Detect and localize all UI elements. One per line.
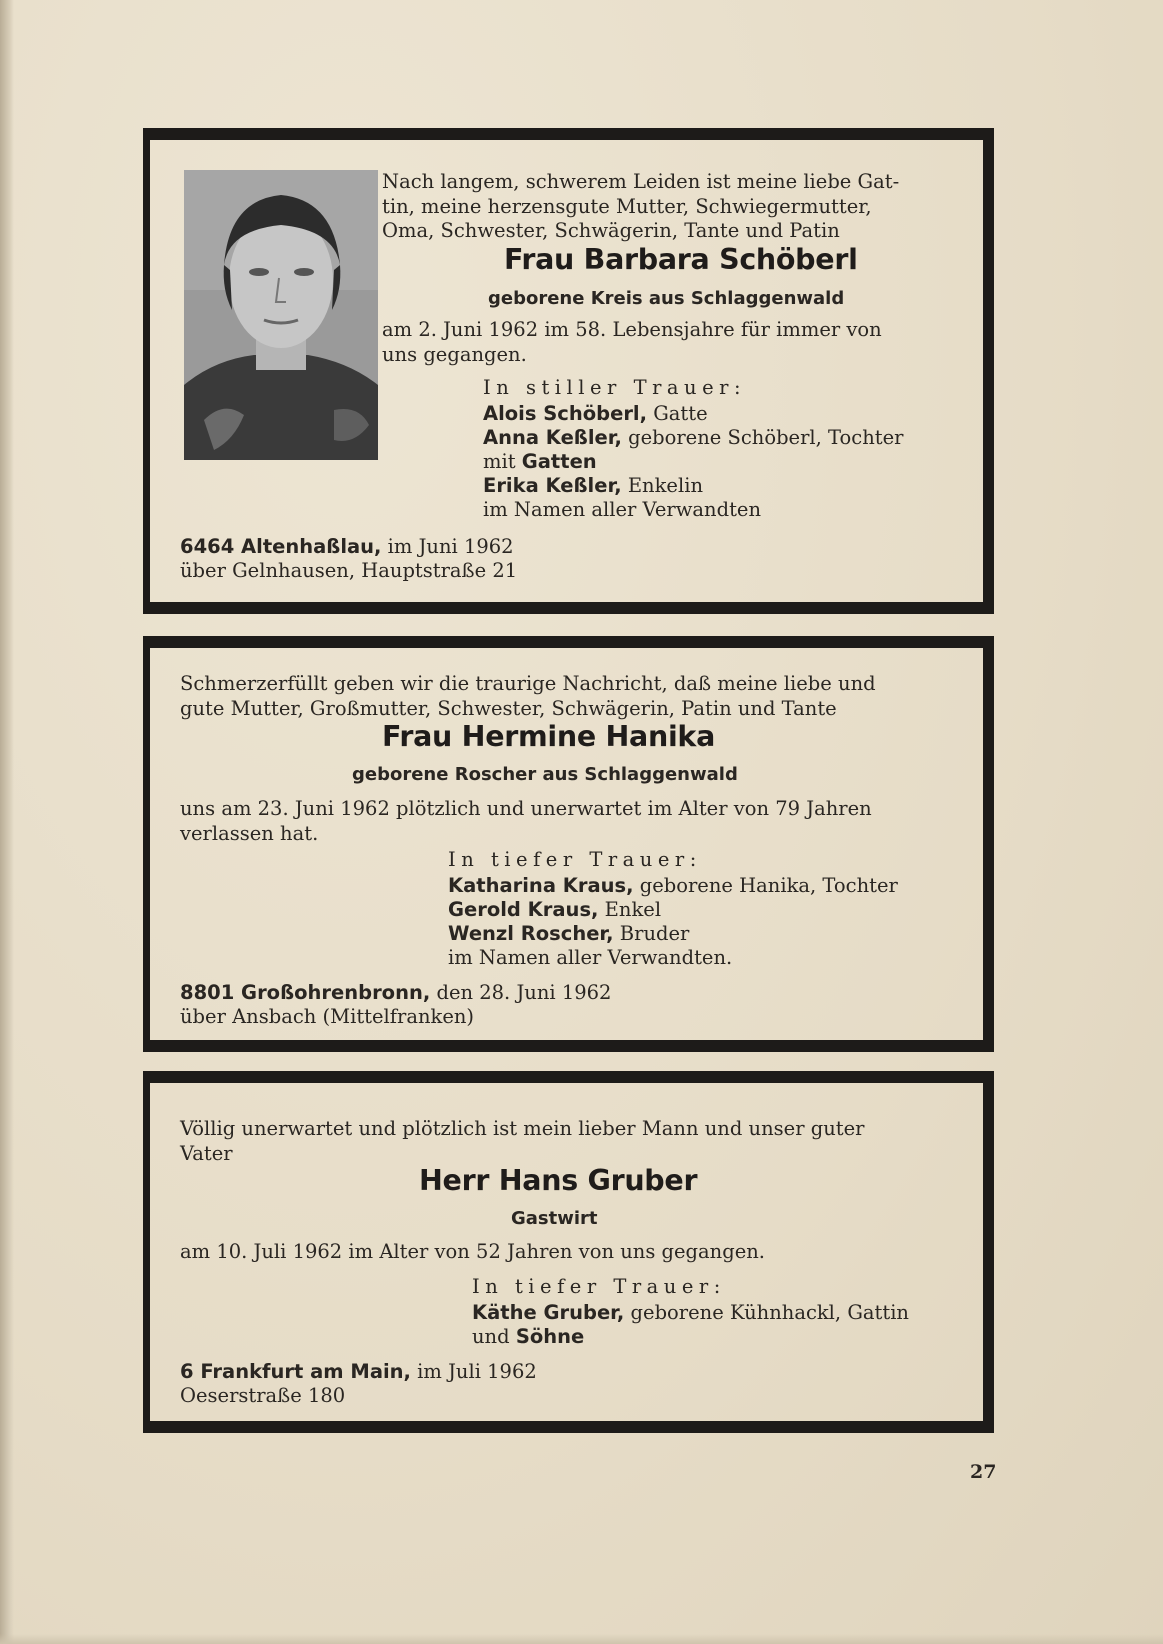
mourner-name: Anna Keßler, bbox=[483, 426, 622, 449]
intro-line: Schmerzerfüllt geben wir die traurige Nachricht, daß meine liebe und bbox=[180, 672, 876, 695]
address-place: 8801 Großohrenbronn, bbox=[180, 981, 431, 1004]
death-statement bbox=[180, 1240, 980, 1265]
address-line bbox=[180, 559, 517, 583]
book-spine-shadow bbox=[0, 0, 14, 1644]
intro-line: Nach langem, schwerem Leiden ist meine liebe Gat- bbox=[382, 170, 900, 193]
obituary-notice-schoeberl bbox=[143, 128, 994, 614]
death-line: am 2. Juni 1962 im 58. Lebensjahre für immer von bbox=[382, 318, 882, 341]
mourner-line bbox=[448, 946, 732, 970]
address-line bbox=[180, 535, 514, 559]
intro-line: gute Mutter, Großmutter, Schwester, Schwägerin, Patin und Tante bbox=[180, 696, 837, 720]
mourner-relation: mit bbox=[483, 450, 522, 473]
address-place: 6 Frankfurt am Main, bbox=[180, 1360, 411, 1383]
mourning-header: In tiefer Trauer: bbox=[472, 1275, 726, 1298]
mourner-relation: im Namen aller Verwandten. bbox=[448, 946, 733, 969]
mourner-relation: geborene Hanika, Tochter bbox=[633, 874, 898, 897]
address-date: den 28. Juni 1962 bbox=[430, 981, 612, 1004]
mourner-line bbox=[448, 898, 661, 922]
notice-intro bbox=[180, 672, 980, 721]
mourner-line bbox=[448, 922, 689, 946]
obituary-notice-gruber bbox=[143, 1071, 994, 1433]
address-date: im Juli 1962 bbox=[410, 1360, 537, 1383]
mourner-relation: Bruder bbox=[613, 922, 690, 945]
address-line bbox=[180, 1360, 537, 1384]
intro-line: Oma, Schwester, Schwägerin, Tante und Patin bbox=[382, 219, 840, 242]
deceased-subtitle: Gastwirt bbox=[511, 1208, 598, 1229]
mourner-name: Alois Schöberl, bbox=[483, 402, 648, 425]
deceased-name: Frau Barbara Schöberl bbox=[504, 243, 858, 276]
mourner-relation: Gatte bbox=[647, 402, 708, 425]
intro-line: Völlig unerwartet und plötzlich ist mein lieber Mann und unser guter bbox=[180, 1117, 865, 1140]
mourner-line bbox=[483, 474, 703, 498]
mourner-name: Gerold Kraus, bbox=[448, 898, 599, 921]
mourner-line bbox=[472, 1301, 909, 1325]
mourner-name: Erika Keßler, bbox=[483, 474, 622, 497]
page-number: 27 bbox=[970, 1461, 997, 1483]
death-line: am 10. Juli 1962 im Alter von 52 Jahren von uns gegangen. bbox=[180, 1240, 765, 1263]
notice-intro bbox=[382, 170, 979, 244]
mourner-line bbox=[483, 450, 597, 474]
mourner-name: Wenzl Roscher, bbox=[448, 922, 614, 945]
notice-intro bbox=[180, 1117, 980, 1166]
address-place: 6464 Altenhaßlau, bbox=[180, 535, 382, 558]
mourner-name: Katharina Kraus, bbox=[448, 874, 634, 897]
portrait-woman-icon bbox=[184, 170, 378, 460]
intro-line: Vater bbox=[180, 1141, 233, 1165]
deceased-subtitle: geborene Kreis aus Schlaggenwald bbox=[488, 288, 845, 309]
mourner-relation: Enkel bbox=[598, 898, 662, 921]
mourner-line bbox=[483, 426, 903, 450]
address-street: über Gelnhausen, Hauptstraße 21 bbox=[180, 559, 518, 582]
mourner-relation: geborene Kühnhackl, Gattin bbox=[624, 1301, 909, 1324]
death-line: uns am 23. Juni 1962 plötzlich und unerwartet im Alter von 79 Jahren bbox=[180, 797, 872, 820]
death-statement bbox=[382, 318, 979, 367]
mourner-relation: im Namen aller Verwandten bbox=[483, 498, 762, 521]
mourner-relation: Enkelin bbox=[621, 474, 704, 497]
address-line bbox=[180, 1384, 345, 1408]
mourner-line bbox=[483, 402, 708, 426]
mourner-relation: geborene Schöberl, Tochter bbox=[621, 426, 904, 449]
address-line bbox=[180, 1005, 474, 1029]
death-line: uns gegangen. bbox=[382, 342, 527, 366]
death-line: verlassen hat. bbox=[180, 821, 319, 845]
mourner-name: Käthe Gruber, bbox=[472, 1301, 625, 1324]
mourner-line bbox=[483, 498, 761, 522]
mourning-header: In stiller Trauer: bbox=[483, 376, 747, 399]
portrait-photo bbox=[184, 170, 378, 460]
mourner-relation: und bbox=[472, 1325, 516, 1348]
deceased-subtitle: geborene Roscher aus Schlaggenwald bbox=[352, 764, 738, 785]
address-street: Oeserstraße 180 bbox=[180, 1384, 346, 1407]
intro-line: tin, meine herzensgute Mutter, Schwiegermutter, bbox=[382, 194, 872, 218]
mourner-name: Söhne bbox=[515, 1325, 585, 1348]
page-bottom-edge bbox=[0, 1634, 1163, 1644]
obituary-notice-hanika bbox=[143, 636, 994, 1052]
death-statement bbox=[180, 797, 980, 846]
mourner-name: Gatten bbox=[521, 450, 597, 473]
address-line bbox=[180, 981, 611, 1005]
mourner-line bbox=[448, 874, 898, 898]
mourner-line bbox=[472, 1325, 584, 1349]
deceased-name: Herr Hans Gruber bbox=[419, 1164, 698, 1197]
mourning-header: In tiefer Trauer: bbox=[448, 848, 702, 871]
address-date: im Juni 1962 bbox=[381, 535, 514, 558]
deceased-name: Frau Hermine Hanika bbox=[382, 720, 716, 753]
address-street: über Ansbach (Mittelfranken) bbox=[180, 1005, 475, 1028]
